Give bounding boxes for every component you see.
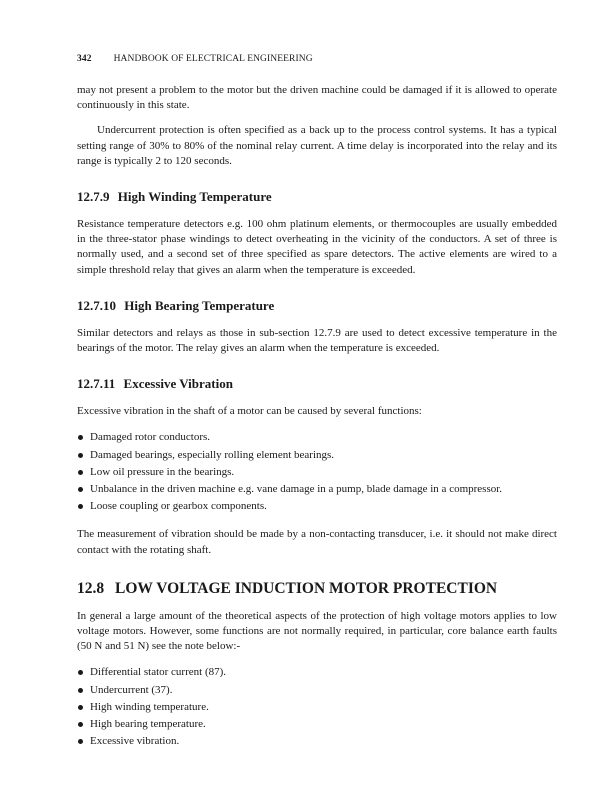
list-item: Damaged bearings, especially rolling element bearings. [77, 447, 557, 464]
lv-functions-list [77, 664, 557, 750]
section-number: 12.7.11 [77, 376, 116, 392]
list-item: Undercurrent (37). [77, 682, 557, 699]
paragraph-low-voltage: In general a large amount of the theoretical aspects of the protection of high voltage motors applies to low voltage motors. However, some functions are not normally required, in particular, core balance earth faults (50 N and 51 N) see the note below:- [77, 609, 557, 653]
running-title: HANDBOOK OF ELECTRICAL ENGINEERING [113, 54, 313, 64]
paragraph-measurement: The measurement of vibration should be made by a non-contacting transducer, i.e. it should not make direct contact with the rotating shaft. [77, 528, 557, 556]
section-title: High Bearing Temperature [124, 297, 275, 313]
section-number: 12.7.10 [77, 297, 116, 313]
section-number: 12.8 [77, 579, 105, 597]
paragraph-undercurrent: Undercurrent protection is often specified as a back up to the process control systems. It has a typical setting range of 30% to 80% of the nominal relay current. A time delay is incorporated into the relay and its range is typically 2 to 120 seconds. [77, 124, 557, 167]
list-item: Low oil pressure in the bearings. [77, 464, 557, 481]
running-header [77, 54, 557, 64]
list-item: Unbalance in the driven machine e.g. vane damage in a pump, blade damage in a compressor. [77, 481, 557, 498]
list-item: Damaged rotor conductors. [77, 429, 557, 446]
list-item: Excessive vibration. [77, 733, 557, 750]
paragraph-winding-temperature: Resistance temperature detectors e.g. 100 ohm platinum elements, or thermocouples are usually embedded in the three-stator phase windings to detect overheating in the vicinity of the conductors. A set of three is normally used, and a second set of three specified as spare detectors. The active elements are wired to a simple threshold relay that gives an alarm when the temperature is exceeded. [77, 218, 557, 276]
list-item: High bearing temperature. [77, 716, 557, 733]
list-item: High winding temperature. [77, 699, 557, 716]
section-number: 12.7.9 [77, 189, 110, 205]
section-title: High Winding Temperature [117, 189, 272, 205]
paragraph-vibration: Excessive vibration in the shaft of a motor can be caused by several functions: [77, 405, 422, 418]
heading-12-7-10 [77, 298, 557, 314]
vibration-causes-list [77, 429, 557, 515]
section-title: Excessive Vibration [123, 376, 233, 392]
heading-12-8 [77, 579, 557, 598]
page-number: 342 [77, 54, 92, 64]
list-item: Loose coupling or gearbox components. [77, 498, 557, 515]
heading-12-7-9 [77, 189, 557, 205]
section-title: LOW VOLTAGE INDUCTION MOTOR PROTECTION [115, 579, 498, 597]
heading-12-7-11 [77, 376, 557, 392]
paragraph-intro: may not present a problem to the motor but the driven machine could be damaged if it is allowed to operate continuously in this state. [77, 84, 557, 112]
page-body [77, 83, 557, 762]
paragraph-bearing-temperature: Similar detectors and relays as those in sub-section 12.7.9 are used to detect excessive temperature in the bearings of the motor. The relay gives an alarm when the temperature is exceeded. [77, 326, 557, 355]
list-item: Differential stator current (87). [77, 664, 557, 681]
